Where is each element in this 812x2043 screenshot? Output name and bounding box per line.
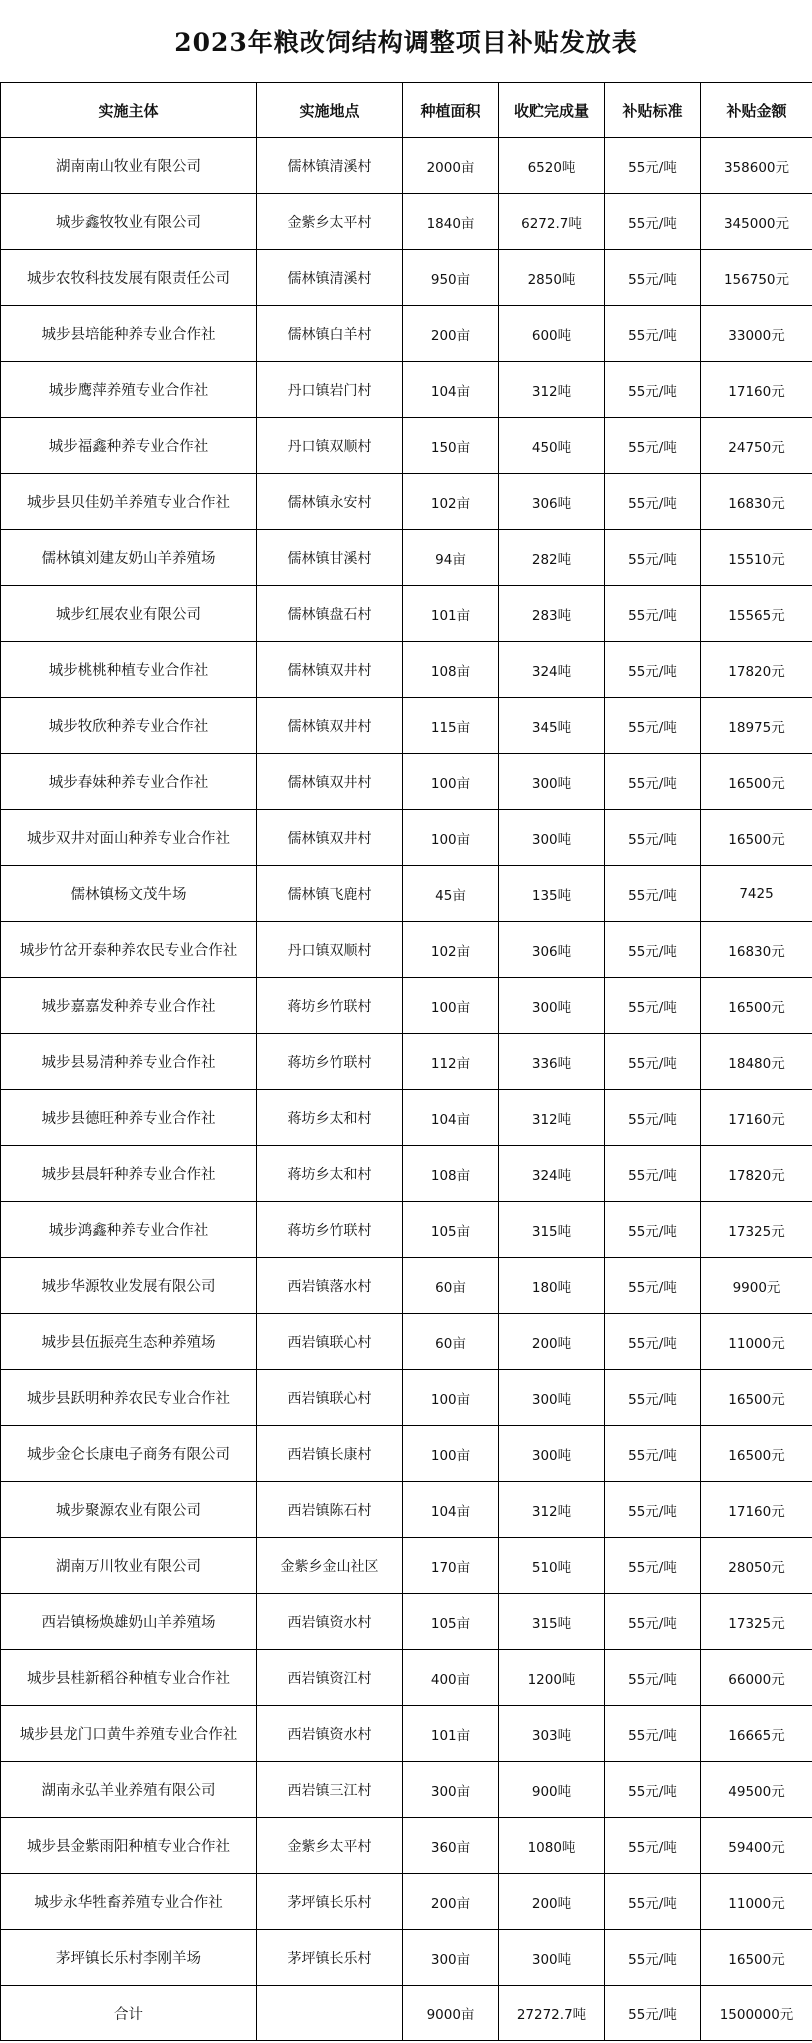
amount-cell: 7425 bbox=[701, 866, 812, 922]
location-cell: 丹口镇双顺村 bbox=[257, 922, 403, 978]
location-cell: 蒋坊乡竹联村 bbox=[257, 978, 403, 1034]
entity-cell: 城步县桂新稻谷种植专业合作社 bbox=[1, 1650, 257, 1706]
amount-cell: 345000元 bbox=[701, 194, 812, 250]
table-row bbox=[1, 1706, 812, 1762]
entity-cell: 城步县伍振亮生态种养殖场 bbox=[1, 1314, 257, 1370]
storage-cell: 600吨 bbox=[499, 306, 605, 362]
rate-cell: 55元/吨 bbox=[605, 810, 701, 866]
area-cell: 104亩 bbox=[403, 1090, 499, 1146]
storage-cell: 180吨 bbox=[499, 1258, 605, 1314]
area-cell: 360亩 bbox=[403, 1818, 499, 1874]
storage-cell: 345吨 bbox=[499, 698, 605, 754]
entity-cell: 湖南万川牧业有限公司 bbox=[1, 1538, 257, 1594]
rate-cell: 55元/吨 bbox=[605, 474, 701, 530]
header-entity: 实施主体 bbox=[1, 83, 257, 138]
storage-cell: 900吨 bbox=[499, 1762, 605, 1818]
amount-cell: 1500000元 bbox=[701, 1986, 812, 2041]
storage-cell: 312吨 bbox=[499, 1482, 605, 1538]
amount-cell: 17820元 bbox=[701, 642, 812, 698]
table-row bbox=[1, 250, 812, 306]
entity-cell: 城步桃桃种植专业合作社 bbox=[1, 642, 257, 698]
table-row bbox=[1, 1538, 812, 1594]
area-cell: 112亩 bbox=[403, 1034, 499, 1090]
location-cell: 蒋坊乡竹联村 bbox=[257, 1034, 403, 1090]
area-cell: 102亩 bbox=[403, 474, 499, 530]
entity-cell: 城步春妹种养专业合作社 bbox=[1, 754, 257, 810]
rate-cell: 55元/吨 bbox=[605, 1146, 701, 1202]
location-cell: 蒋坊乡太和村 bbox=[257, 1146, 403, 1202]
amount-cell: 24750元 bbox=[701, 418, 812, 474]
location-cell: 儒林镇双井村 bbox=[257, 810, 403, 866]
location-cell: 西岩镇资江村 bbox=[257, 1650, 403, 1706]
entity-cell: 儒林镇刘建友奶山羊养殖场 bbox=[1, 530, 257, 586]
location-cell: 儒林镇清溪村 bbox=[257, 250, 403, 306]
location-cell: 金紫乡太平村 bbox=[257, 1818, 403, 1874]
rate-cell: 55元/吨 bbox=[605, 1874, 701, 1930]
storage-cell: 135吨 bbox=[499, 866, 605, 922]
rate-cell: 55元/吨 bbox=[605, 530, 701, 586]
table-row bbox=[1, 1258, 812, 1314]
table-row bbox=[1, 1314, 812, 1370]
location-cell: 丹口镇岩门村 bbox=[257, 362, 403, 418]
storage-cell: 306吨 bbox=[499, 922, 605, 978]
entity-cell: 湖南南山牧业有限公司 bbox=[1, 138, 257, 194]
storage-cell: 324吨 bbox=[499, 1146, 605, 1202]
rate-cell: 55元/吨 bbox=[605, 1034, 701, 1090]
area-cell: 200亩 bbox=[403, 306, 499, 362]
storage-cell: 315吨 bbox=[499, 1202, 605, 1258]
rate-cell: 55元/吨 bbox=[605, 138, 701, 194]
table-row bbox=[1, 1874, 812, 1930]
rate-cell: 55元/吨 bbox=[605, 1426, 701, 1482]
location-cell: 儒林镇清溪村 bbox=[257, 138, 403, 194]
rate-cell: 55元/吨 bbox=[605, 1706, 701, 1762]
table-row bbox=[1, 754, 812, 810]
entity-cell: 城步县跃明种养农民专业合作社 bbox=[1, 1370, 257, 1426]
amount-cell: 28050元 bbox=[701, 1538, 812, 1594]
storage-cell: 1080吨 bbox=[499, 1818, 605, 1874]
entity-cell: 城步金仑长康电子商务有限公司 bbox=[1, 1426, 257, 1482]
table-row bbox=[1, 866, 812, 922]
rate-cell: 55元/吨 bbox=[605, 1538, 701, 1594]
location-cell: 儒林镇双井村 bbox=[257, 698, 403, 754]
amount-cell: 17160元 bbox=[701, 1482, 812, 1538]
amount-cell: 17325元 bbox=[701, 1202, 812, 1258]
storage-cell: 282吨 bbox=[499, 530, 605, 586]
storage-cell: 303吨 bbox=[499, 1706, 605, 1762]
amount-cell: 11000元 bbox=[701, 1874, 812, 1930]
table-row bbox=[1, 1370, 812, 1426]
entity-cell: 城步华源牧业发展有限公司 bbox=[1, 1258, 257, 1314]
area-cell: 102亩 bbox=[403, 922, 499, 978]
storage-cell: 6272.7吨 bbox=[499, 194, 605, 250]
header-planting-area: 种植面积 bbox=[403, 83, 499, 138]
storage-cell: 312吨 bbox=[499, 1090, 605, 1146]
area-cell: 115亩 bbox=[403, 698, 499, 754]
entity-cell: 城步县德旺种养专业合作社 bbox=[1, 1090, 257, 1146]
storage-cell: 315吨 bbox=[499, 1594, 605, 1650]
rate-cell: 55元/吨 bbox=[605, 698, 701, 754]
amount-cell: 15565元 bbox=[701, 586, 812, 642]
table-row bbox=[1, 1650, 812, 1706]
storage-cell: 510吨 bbox=[499, 1538, 605, 1594]
storage-cell: 300吨 bbox=[499, 1370, 605, 1426]
table-row bbox=[1, 810, 812, 866]
table-row bbox=[1, 306, 812, 362]
table-row bbox=[1, 1202, 812, 1258]
location-cell: 西岩镇资水村 bbox=[257, 1706, 403, 1762]
location-cell: 儒林镇双井村 bbox=[257, 754, 403, 810]
area-cell: 300亩 bbox=[403, 1930, 499, 1986]
area-cell: 100亩 bbox=[403, 1426, 499, 1482]
table-row bbox=[1, 1146, 812, 1202]
table-row bbox=[1, 138, 812, 194]
storage-cell: 300吨 bbox=[499, 1930, 605, 1986]
storage-cell: 306吨 bbox=[499, 474, 605, 530]
amount-cell: 17325元 bbox=[701, 1594, 812, 1650]
location-cell: 儒林镇盘石村 bbox=[257, 586, 403, 642]
table-row bbox=[1, 1034, 812, 1090]
entity-cell: 合计 bbox=[1, 1986, 257, 2041]
area-cell: 300亩 bbox=[403, 1762, 499, 1818]
amount-cell: 9900元 bbox=[701, 1258, 812, 1314]
rate-cell: 55元/吨 bbox=[605, 754, 701, 810]
area-cell: 200亩 bbox=[403, 1874, 499, 1930]
table-row bbox=[1, 922, 812, 978]
rate-cell: 55元/吨 bbox=[605, 1818, 701, 1874]
location-cell: 茅坪镇长乐村 bbox=[257, 1874, 403, 1930]
location-cell: 儒林镇双井村 bbox=[257, 642, 403, 698]
area-cell: 100亩 bbox=[403, 754, 499, 810]
rate-cell: 55元/吨 bbox=[605, 1650, 701, 1706]
rate-cell: 55元/吨 bbox=[605, 978, 701, 1034]
amount-cell: 16500元 bbox=[701, 810, 812, 866]
entity-cell: 城步县金紫雨阳种植专业合作社 bbox=[1, 1818, 257, 1874]
entity-cell: 茅坪镇长乐村李刚羊场 bbox=[1, 1930, 257, 1986]
entity-cell: 西岩镇杨焕雄奶山羊养殖场 bbox=[1, 1594, 257, 1650]
location-cell: 西岩镇三江村 bbox=[257, 1762, 403, 1818]
entity-cell: 城步福鑫种养专业合作社 bbox=[1, 418, 257, 474]
entity-cell: 城步农牧科技发展有限责任公司 bbox=[1, 250, 257, 306]
rate-cell: 55元/吨 bbox=[605, 418, 701, 474]
entity-cell: 城步鑫牧牧业有限公司 bbox=[1, 194, 257, 250]
area-cell: 170亩 bbox=[403, 1538, 499, 1594]
area-cell: 45亩 bbox=[403, 866, 499, 922]
table-header bbox=[1, 83, 812, 138]
rate-cell: 55元/吨 bbox=[605, 1258, 701, 1314]
entity-cell: 湖南永弘羊业养殖有限公司 bbox=[1, 1762, 257, 1818]
table-row bbox=[1, 642, 812, 698]
area-cell: 105亩 bbox=[403, 1594, 499, 1650]
rate-cell: 55元/吨 bbox=[605, 586, 701, 642]
area-cell: 9000亩 bbox=[403, 1986, 499, 2041]
entity-cell: 城步县龙门口黄牛养殖专业合作社 bbox=[1, 1706, 257, 1762]
rate-cell: 55元/吨 bbox=[605, 1986, 701, 2041]
total-row bbox=[1, 1986, 812, 2041]
entity-cell: 城步县贝佳奶羊养殖专业合作社 bbox=[1, 474, 257, 530]
table-row bbox=[1, 418, 812, 474]
rate-cell: 55元/吨 bbox=[605, 1202, 701, 1258]
amount-cell: 59400元 bbox=[701, 1818, 812, 1874]
entity-cell: 城步鹰萍养殖专业合作社 bbox=[1, 362, 257, 418]
location-cell: 金紫乡金山社区 bbox=[257, 1538, 403, 1594]
location-cell: 儒林镇甘溪村 bbox=[257, 530, 403, 586]
location-cell: 西岩镇联心村 bbox=[257, 1370, 403, 1426]
amount-cell: 15510元 bbox=[701, 530, 812, 586]
rate-cell: 55元/吨 bbox=[605, 866, 701, 922]
storage-cell: 2850吨 bbox=[499, 250, 605, 306]
location-cell: 西岩镇联心村 bbox=[257, 1314, 403, 1370]
table-body bbox=[1, 138, 812, 2041]
amount-cell: 49500元 bbox=[701, 1762, 812, 1818]
area-cell: 2000亩 bbox=[403, 138, 499, 194]
area-cell: 101亩 bbox=[403, 586, 499, 642]
entity-cell: 城步红展农业有限公司 bbox=[1, 586, 257, 642]
area-cell: 100亩 bbox=[403, 978, 499, 1034]
rate-cell: 55元/吨 bbox=[605, 1482, 701, 1538]
table-row bbox=[1, 362, 812, 418]
rate-cell: 55元/吨 bbox=[605, 250, 701, 306]
entity-cell: 城步县培能种养专业合作社 bbox=[1, 306, 257, 362]
entity-cell: 城步县晨轩种养专业合作社 bbox=[1, 1146, 257, 1202]
storage-cell: 312吨 bbox=[499, 362, 605, 418]
location-cell: 儒林镇白羊村 bbox=[257, 306, 403, 362]
location-cell: 丹口镇双顺村 bbox=[257, 418, 403, 474]
header-storage-amount: 收贮完成量 bbox=[499, 83, 605, 138]
location-cell: 儒林镇飞鹿村 bbox=[257, 866, 403, 922]
storage-cell: 324吨 bbox=[499, 642, 605, 698]
storage-cell: 300吨 bbox=[499, 754, 605, 810]
storage-cell: 200吨 bbox=[499, 1314, 605, 1370]
area-cell: 104亩 bbox=[403, 1482, 499, 1538]
entity-cell: 城步双井对面山种养专业合作社 bbox=[1, 810, 257, 866]
header-row bbox=[1, 83, 812, 138]
area-cell: 108亩 bbox=[403, 1146, 499, 1202]
table-row bbox=[1, 530, 812, 586]
entity-cell: 城步聚源农业有限公司 bbox=[1, 1482, 257, 1538]
table-row bbox=[1, 978, 812, 1034]
area-cell: 94亩 bbox=[403, 530, 499, 586]
entity-cell: 城步嘉嘉发种养专业合作社 bbox=[1, 978, 257, 1034]
rate-cell: 55元/吨 bbox=[605, 922, 701, 978]
area-cell: 1840亩 bbox=[403, 194, 499, 250]
storage-cell: 336吨 bbox=[499, 1034, 605, 1090]
area-cell: 100亩 bbox=[403, 1370, 499, 1426]
storage-cell: 6520吨 bbox=[499, 138, 605, 194]
rate-cell: 55元/吨 bbox=[605, 306, 701, 362]
amount-cell: 156750元 bbox=[701, 250, 812, 306]
location-cell: 西岩镇陈石村 bbox=[257, 1482, 403, 1538]
amount-cell: 18480元 bbox=[701, 1034, 812, 1090]
location-cell: 儒林镇永安村 bbox=[257, 474, 403, 530]
area-cell: 60亩 bbox=[403, 1258, 499, 1314]
amount-cell: 16500元 bbox=[701, 1426, 812, 1482]
area-cell: 400亩 bbox=[403, 1650, 499, 1706]
entity-cell: 城步牧欣种养专业合作社 bbox=[1, 698, 257, 754]
table-row bbox=[1, 1482, 812, 1538]
storage-cell: 1200吨 bbox=[499, 1650, 605, 1706]
rate-cell: 55元/吨 bbox=[605, 1930, 701, 1986]
area-cell: 950亩 bbox=[403, 250, 499, 306]
rate-cell: 55元/吨 bbox=[605, 1762, 701, 1818]
location-cell: 西岩镇落水村 bbox=[257, 1258, 403, 1314]
table-row bbox=[1, 1090, 812, 1146]
amount-cell: 17160元 bbox=[701, 1090, 812, 1146]
amount-cell: 33000元 bbox=[701, 306, 812, 362]
document-title: 2023年粮改饲结构调整项目补贴发放表 bbox=[174, 28, 638, 57]
amount-cell: 358600元 bbox=[701, 138, 812, 194]
location-cell bbox=[257, 1986, 403, 2041]
storage-cell: 283吨 bbox=[499, 586, 605, 642]
rate-cell: 55元/吨 bbox=[605, 1594, 701, 1650]
area-cell: 60亩 bbox=[403, 1314, 499, 1370]
area-cell: 108亩 bbox=[403, 642, 499, 698]
table-row bbox=[1, 698, 812, 754]
amount-cell: 18975元 bbox=[701, 698, 812, 754]
amount-cell: 16830元 bbox=[701, 922, 812, 978]
location-cell: 蒋坊乡竹联村 bbox=[257, 1202, 403, 1258]
table-row bbox=[1, 1930, 812, 1986]
amount-cell: 16665元 bbox=[701, 1706, 812, 1762]
rate-cell: 55元/吨 bbox=[605, 1090, 701, 1146]
amount-cell: 17160元 bbox=[701, 362, 812, 418]
rate-cell: 55元/吨 bbox=[605, 1314, 701, 1370]
storage-cell: 450吨 bbox=[499, 418, 605, 474]
rate-cell: 55元/吨 bbox=[605, 362, 701, 418]
storage-cell: 300吨 bbox=[499, 1426, 605, 1482]
amount-cell: 16500元 bbox=[701, 754, 812, 810]
area-cell: 100亩 bbox=[403, 810, 499, 866]
amount-cell: 16500元 bbox=[701, 1930, 812, 1986]
subsidy-table bbox=[0, 82, 812, 2041]
amount-cell: 16500元 bbox=[701, 1370, 812, 1426]
location-cell: 茅坪镇长乐村 bbox=[257, 1930, 403, 1986]
rate-cell: 55元/吨 bbox=[605, 642, 701, 698]
header-location: 实施地点 bbox=[257, 83, 403, 138]
location-cell: 金紫乡太平村 bbox=[257, 194, 403, 250]
table-row bbox=[1, 586, 812, 642]
amount-cell: 66000元 bbox=[701, 1650, 812, 1706]
header-subsidy-amount: 补贴金额 bbox=[701, 83, 812, 138]
area-cell: 104亩 bbox=[403, 362, 499, 418]
area-cell: 101亩 bbox=[403, 1706, 499, 1762]
entity-cell: 城步永华牲畜养殖专业合作社 bbox=[1, 1874, 257, 1930]
storage-cell: 300吨 bbox=[499, 810, 605, 866]
area-cell: 105亩 bbox=[403, 1202, 499, 1258]
area-cell: 150亩 bbox=[403, 418, 499, 474]
header-subsidy-rate: 补贴标准 bbox=[605, 83, 701, 138]
table-row bbox=[1, 1818, 812, 1874]
entity-cell: 城步竹岔开泰种养农民专业合作社 bbox=[1, 922, 257, 978]
storage-cell: 300吨 bbox=[499, 978, 605, 1034]
amount-cell: 16500元 bbox=[701, 978, 812, 1034]
table-row bbox=[1, 474, 812, 530]
location-cell: 西岩镇资水村 bbox=[257, 1594, 403, 1650]
table-row bbox=[1, 1762, 812, 1818]
storage-cell: 27272.7吨 bbox=[499, 1986, 605, 2041]
amount-cell: 11000元 bbox=[701, 1314, 812, 1370]
table-row bbox=[1, 1426, 812, 1482]
amount-cell: 16830元 bbox=[701, 474, 812, 530]
entity-cell: 儒林镇杨文茂牛场 bbox=[1, 866, 257, 922]
location-cell: 蒋坊乡太和村 bbox=[257, 1090, 403, 1146]
rate-cell: 55元/吨 bbox=[605, 1370, 701, 1426]
location-cell: 西岩镇长康村 bbox=[257, 1426, 403, 1482]
entity-cell: 城步县易清种养专业合作社 bbox=[1, 1034, 257, 1090]
table-row bbox=[1, 194, 812, 250]
entity-cell: 城步鸿鑫种养专业合作社 bbox=[1, 1202, 257, 1258]
storage-cell: 200吨 bbox=[499, 1874, 605, 1930]
amount-cell: 17820元 bbox=[701, 1146, 812, 1202]
rate-cell: 55元/吨 bbox=[605, 194, 701, 250]
table-row bbox=[1, 1594, 812, 1650]
